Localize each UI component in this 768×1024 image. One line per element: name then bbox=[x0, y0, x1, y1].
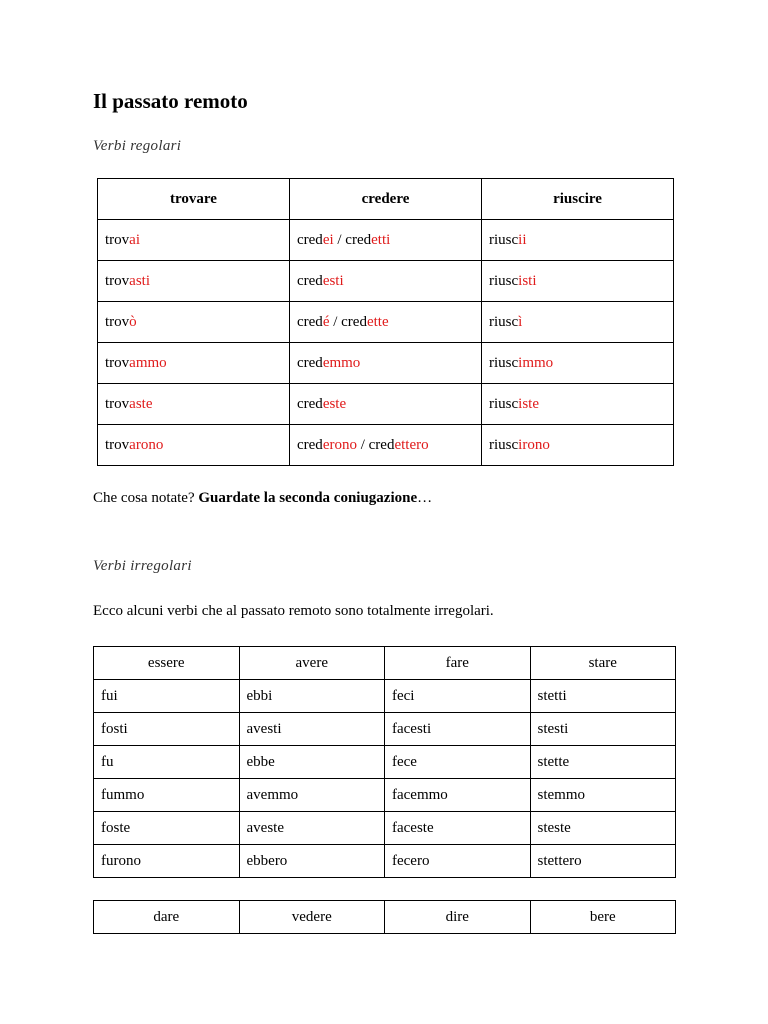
table-cell bbox=[290, 343, 482, 384]
verb-ending: iste bbox=[518, 395, 540, 412]
table-header-row bbox=[94, 647, 676, 680]
verb-ending: ai bbox=[129, 231, 140, 248]
column-header-stare: stare bbox=[530, 647, 676, 680]
page-title: Il passato remoto bbox=[93, 89, 248, 113]
table-cell: stesti bbox=[530, 713, 676, 746]
verb-ending: irono bbox=[518, 436, 550, 453]
table-cell: avesti bbox=[239, 713, 385, 746]
verb-ending: emmo bbox=[322, 354, 361, 371]
table-cell bbox=[98, 343, 290, 384]
verb-ending: arono bbox=[129, 436, 164, 453]
verb-ending: aste bbox=[129, 395, 153, 412]
irregular-verbs-table bbox=[93, 646, 676, 878]
verb-stem: riusc bbox=[489, 313, 519, 330]
column-header-dare: dare bbox=[94, 901, 240, 934]
verb-stem: / cred bbox=[329, 313, 367, 330]
verb-stem: cred bbox=[297, 231, 323, 248]
column-header-dire: dire bbox=[385, 901, 531, 934]
table-cell bbox=[482, 384, 674, 425]
column-header-riuscire: riuscire bbox=[482, 179, 674, 220]
verb-stem: / cred bbox=[333, 231, 372, 248]
table-header-row bbox=[98, 179, 674, 220]
verb-stem: riusc bbox=[489, 231, 519, 248]
question-tail: … bbox=[417, 490, 433, 506]
column-header-avere: avere bbox=[239, 647, 385, 680]
verb-stem: riusc bbox=[489, 395, 519, 412]
table-cell bbox=[98, 261, 290, 302]
verb-stem: riusc bbox=[489, 272, 519, 289]
verb-stem: cred bbox=[297, 313, 323, 330]
verb-stem: riusc bbox=[489, 436, 519, 453]
column-header-fare: fare bbox=[385, 647, 531, 680]
verb-stem: trov bbox=[105, 436, 130, 453]
table-cell: stette bbox=[530, 746, 676, 779]
verb-ending: é bbox=[322, 313, 330, 330]
verb-ending: etti bbox=[371, 231, 391, 248]
table-cell: fecero bbox=[385, 845, 531, 878]
verb-ending: ii bbox=[518, 231, 527, 248]
table-cell: stetti bbox=[530, 680, 676, 713]
question-text bbox=[93, 488, 432, 508]
verb-ending: ettero bbox=[394, 436, 429, 453]
irregular-verbs-subtitle: Verbi irregolari bbox=[93, 558, 192, 574]
table-cell bbox=[482, 302, 674, 343]
table-row bbox=[94, 845, 676, 878]
verb-ending: erono bbox=[322, 436, 357, 453]
table-cell: feci bbox=[385, 680, 531, 713]
column-header-credere: credere bbox=[290, 179, 482, 220]
verb-ending: ammo bbox=[129, 354, 167, 371]
verb-stem: trov bbox=[105, 272, 130, 289]
verb-ending: ei bbox=[322, 231, 334, 248]
verb-stem: trov bbox=[105, 231, 130, 248]
verb-ending: isti bbox=[518, 272, 537, 289]
table-cell bbox=[98, 425, 290, 466]
table-row bbox=[98, 425, 674, 466]
table-cell bbox=[482, 425, 674, 466]
table-cell: fummo bbox=[94, 779, 240, 812]
column-header-essere: essere bbox=[94, 647, 240, 680]
verb-ending: immo bbox=[518, 354, 554, 371]
verb-stem: cred bbox=[297, 395, 323, 412]
table-row bbox=[98, 261, 674, 302]
table-cell: fece bbox=[385, 746, 531, 779]
table-row bbox=[94, 713, 676, 746]
table-cell: fu bbox=[94, 746, 240, 779]
table-cell: stettero bbox=[530, 845, 676, 878]
question-bold: Guardate la seconda coniugazione bbox=[198, 490, 418, 506]
table-row bbox=[94, 680, 676, 713]
column-header-trovare: trovare bbox=[98, 179, 290, 220]
verb-stem: trov bbox=[105, 395, 130, 412]
table-cell: facemmo bbox=[385, 779, 531, 812]
verb-ending: ì bbox=[518, 313, 523, 330]
table-cell bbox=[290, 220, 482, 261]
irregular-intro-text: Ecco alcuni verbi che al passato remoto sono totalmente irregolari. bbox=[93, 603, 494, 619]
regular-verbs-subtitle: Verbi regolari bbox=[93, 138, 182, 154]
table-cell bbox=[98, 384, 290, 425]
table-cell: foste bbox=[94, 812, 240, 845]
verb-ending: esti bbox=[322, 272, 344, 289]
verb-stem: riusc bbox=[489, 354, 519, 371]
question-plain: Che cosa notate? bbox=[93, 490, 199, 506]
table-cell bbox=[290, 261, 482, 302]
verb-stem: / cred bbox=[356, 436, 395, 453]
table-cell bbox=[98, 220, 290, 261]
table-cell: facesti bbox=[385, 713, 531, 746]
table-cell: avemmo bbox=[239, 779, 385, 812]
verb-ending: ò bbox=[129, 313, 137, 330]
table-cell bbox=[482, 343, 674, 384]
table-cell: fui bbox=[94, 680, 240, 713]
table-cell: fosti bbox=[94, 713, 240, 746]
table-row bbox=[98, 384, 674, 425]
table-row bbox=[94, 812, 676, 845]
column-header-vedere: vedere bbox=[239, 901, 385, 934]
table-cell bbox=[290, 384, 482, 425]
table-cell bbox=[482, 220, 674, 261]
table-row bbox=[94, 746, 676, 779]
table-cell: furono bbox=[94, 845, 240, 878]
table-cell: steste bbox=[530, 812, 676, 845]
table-row bbox=[98, 302, 674, 343]
table-cell bbox=[290, 425, 482, 466]
verb-ending: este bbox=[322, 395, 347, 412]
table-row bbox=[98, 343, 674, 384]
regular-table-body bbox=[98, 220, 674, 466]
table-cell bbox=[290, 302, 482, 343]
table-row bbox=[98, 220, 674, 261]
table-header-row bbox=[94, 901, 676, 934]
table-cell: ebbi bbox=[239, 680, 385, 713]
irregular-table-body bbox=[94, 680, 676, 878]
verb-ending: asti bbox=[129, 272, 151, 289]
table-row bbox=[94, 779, 676, 812]
verb-stem: cred bbox=[297, 436, 323, 453]
irregular-verbs-table-2 bbox=[93, 900, 676, 934]
column-header-bere: bere bbox=[530, 901, 676, 934]
verb-ending: ette bbox=[366, 313, 389, 330]
table-cell: ebbero bbox=[239, 845, 385, 878]
table-cell: stemmo bbox=[530, 779, 676, 812]
verb-stem: cred bbox=[297, 354, 323, 371]
verb-stem: trov bbox=[105, 313, 130, 330]
verb-stem: trov bbox=[105, 354, 130, 371]
table-cell: ebbe bbox=[239, 746, 385, 779]
table-cell bbox=[98, 302, 290, 343]
regular-verbs-table bbox=[97, 178, 674, 466]
table-cell: faceste bbox=[385, 812, 531, 845]
verb-stem: cred bbox=[297, 272, 323, 289]
table-cell: aveste bbox=[239, 812, 385, 845]
table-cell bbox=[482, 261, 674, 302]
